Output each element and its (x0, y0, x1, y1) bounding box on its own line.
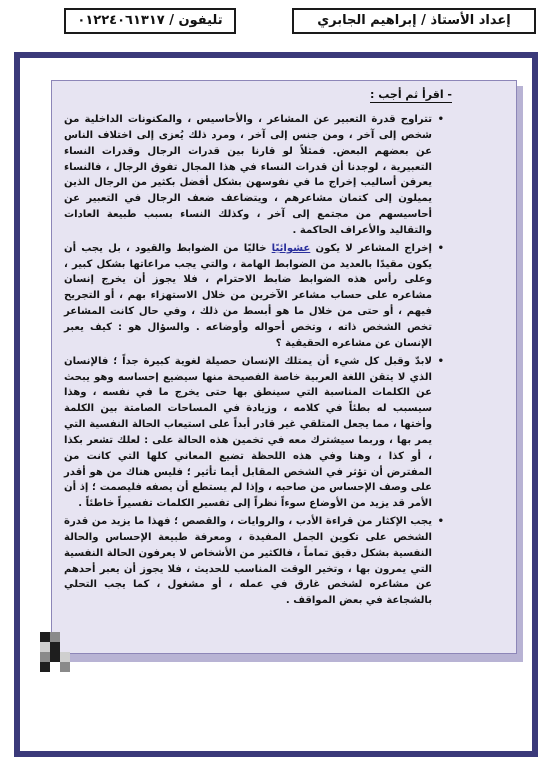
panel-shadow-bottom (56, 654, 517, 662)
paragraph (64, 241, 444, 352)
author-label: إعداد الأستاذ / إبراهيم الجابري (292, 8, 536, 34)
bullet-icon: • (437, 355, 444, 367)
paragraph-text (64, 243, 432, 349)
bullet-icon: • (437, 242, 444, 254)
paragraph-text: لابدّ وقبل كل شيء أن يمتلك الإنسان حصيلة لغوية كبيرة جداً ؛ فالإنسان الذي لا يتقن اللغة العربية خاصة الفصيحة منها سيضيع إحساسه وهو يبحث عن الكلمات المناسبة التي سينطق بها حتى يخرج ما في نفسه ، وهذا سيسبب له بطئاً في كلامه ، وزيادة في المساحات الصامتة بين الكلمة وأختها ، مما يجعل المتلقي غير قادر أبداً على استيعاب الحالة النفسية التي يمر بها ، وربما سيشترك معه في تخمين هذه الحالة على : لعلك تشعر بكذا ، أو كذا ، وهنا وفي هذه اللحظة تضيع المعاني كلها التي كانت من المفترض أن تؤثر في الشخص المقابل أيما تأثير ؛ فليس هناك من هو أقدر على وصف الإحساس من صاحبه ، وإذا لم يستطع أن يصفه فليصمت ؛ إذ أن الأمر قد يزيد من الأوضاع سوءاً نظراً إلى تفسير الكلمات تفسيراً خاطئاً . (64, 355, 432, 510)
highlighted-word: عشوائيًا (271, 242, 311, 254)
paragraph (64, 514, 444, 609)
paragraph-text: تتراوح قدرة التعبير عن المشاعر ، والأحاسيس ، والمكنونات الداخلية من شخص إلى آخر ، ومن جنس إلى آخر ، ومرد ذلك يُعزى إلى اختلاف الناس عن بعضهم البعض. فمثلاً لو قارنا بين قدرات الرجال وقدرات النساء التعبيرية ، لوجدنا أن قدرات النساء في هذا المجال تفوق الرجال ، فالنساء يعرفن أساليب إخراج ما في نفوسهن بشكل أفضل بكثير من الرجال الذين يميلون إلى كتمان مشاعرهم ، ويتضاعف ضعف الرجال في التعبير عن أحاسيسهم من مجتمع إلى آخر ، وكذلك النساء بسبب طبيعة العادات والتقاليد والأعراف الحاكمة . (64, 114, 432, 236)
paragraph-text-end: خاليًا من الضوابط والقيود ، بل يجب أن يكون مقيدًا بالعديد من الضوابط الهامة ، والتي يجب مراعاتها بشكل كبير ، وعلى رأس هذه الضوابط ضابط الاحترام ، فلا يجوز أن يخرج إنسان مشاعره على حساب مشاعر الآخرين من خلال الاستهزاء بهم ، أو التجريح فيهم ، أو حتى من خلال ما هو أبسط من ذلك ، وفي حال كانت المشاعر تخص الشخص ذاته ، وتخص أحواله وأوضاعه . والسؤال هو : كيف يعبر الإنسان عن مشاعره الحقيقية ؟ (64, 242, 432, 349)
bullet-icon: • (437, 516, 444, 528)
panel-shadow-right (517, 86, 523, 662)
phone-label: تليفون / ٠١٢٢٤٠٦١٣١٧ (64, 8, 236, 34)
paragraph-text-start: إخراج المشاعر لا يكون (310, 242, 432, 254)
article-body (64, 112, 444, 611)
section-heading: - اقرأ ثم أجب : (370, 88, 452, 101)
paragraph (64, 354, 444, 512)
paragraph (64, 112, 444, 239)
paragraph-text: يجب الإكثار من قراءة الأدب ، والروايات ، والقصص ؛ فهذا ما يزيد من قدرة الشخص على تكوين الجمل المفيدة ، ومعرفة طبيعة الإحساس والحالة النفسية بشكل دقيق تماماً ، فالكثير من الأشخاص لا يعرفون الحالة النفسية التي يمرون بها ، وتخير الوقت المناسب للحديث ، فلا يجوز أن يعبر أحدهم عن مشاعره لشخص غارق في عمله ، أو مشغول ، كما يجب التحلي بالشجاعة في بعض المواقف . (64, 516, 432, 607)
bullet-icon: • (437, 114, 444, 125)
